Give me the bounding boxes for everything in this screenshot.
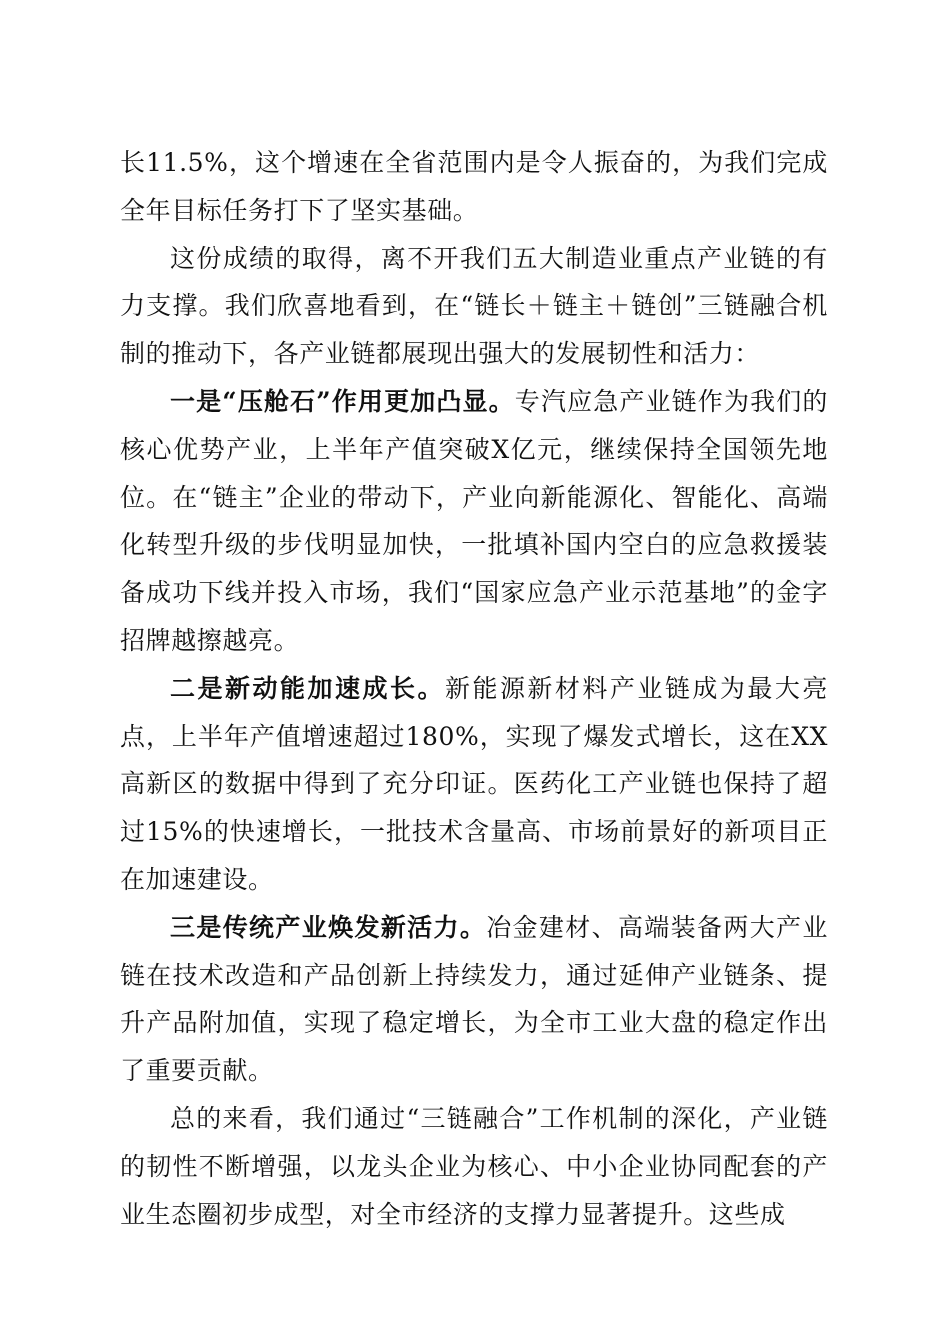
paragraph-6 bbox=[120, 1095, 828, 1238]
paragraph-2 bbox=[120, 235, 828, 378]
paragraph-3-lead: 一是“压舱石”作用更加凸显。 bbox=[170, 386, 515, 416]
paragraph-3 bbox=[120, 378, 828, 665]
paragraph-2-text: 这份成绩的取得，离不开我们五大制造业重点产业链的有力支撑。我们欣喜地看到，在“链长＋链主＋链创”三链融合机制的推动下，各产业链都展现出强大的发展韧性和活力： bbox=[120, 243, 828, 369]
paragraph-4-text: 新能源新材料产业链成为最大亮点，上半年产值增速超过180%，实现了爆发式增长，这在XX高新区的数据中得到了充分印证。医药化工产业链也保持了超过15%的快速增长，一批技术含量高、市场前景好的新项目正在加速建设。 bbox=[120, 673, 828, 894]
paragraph-5-lead: 三是传统产业焕发新活力。 bbox=[170, 912, 487, 942]
paragraph-1-text: 长11.5%，这个增速在全省范围内是令人振奋的，为我们完成全年目标任务打下了坚实基础。 bbox=[120, 148, 828, 225]
document-body bbox=[120, 139, 828, 1238]
paragraph-5 bbox=[120, 904, 828, 1095]
paragraph-4-lead: 二是新动能加速成长。 bbox=[170, 673, 445, 703]
paragraph-6-text: 总的来看，我们通过“三链融合”工作机制的深化，产业链的韧性不断增强，以龙头企业为核心、中小企业协同配套的产业生态圈初步成型，对全市经济的支撑力显著提升。这些成 bbox=[120, 1103, 828, 1229]
paragraph-5-text: 冶金建材、高端装备两大产业链在技术改造和产品创新上持续发力，通过延伸产业链条、提升产品附加值，实现了稳定增长，为全市工业大盘的稳定作出了重要贡献。 bbox=[120, 912, 828, 1086]
paragraph-3-text: 专汽应急产业链作为我们的核心优势产业，上半年产值突破X亿元，继续保持全国领先地位。在“链主”企业的带动下，产业向新能源化、智能化、高端化转型升级的步伐明显加快，一批填补国内空白的应急救援装备成功下线并投入市场，我们“国家应急产业示范基地”的金字招牌越擦越亮。 bbox=[120, 386, 828, 655]
paragraph-1 bbox=[120, 139, 828, 235]
paragraph-4 bbox=[120, 665, 828, 904]
